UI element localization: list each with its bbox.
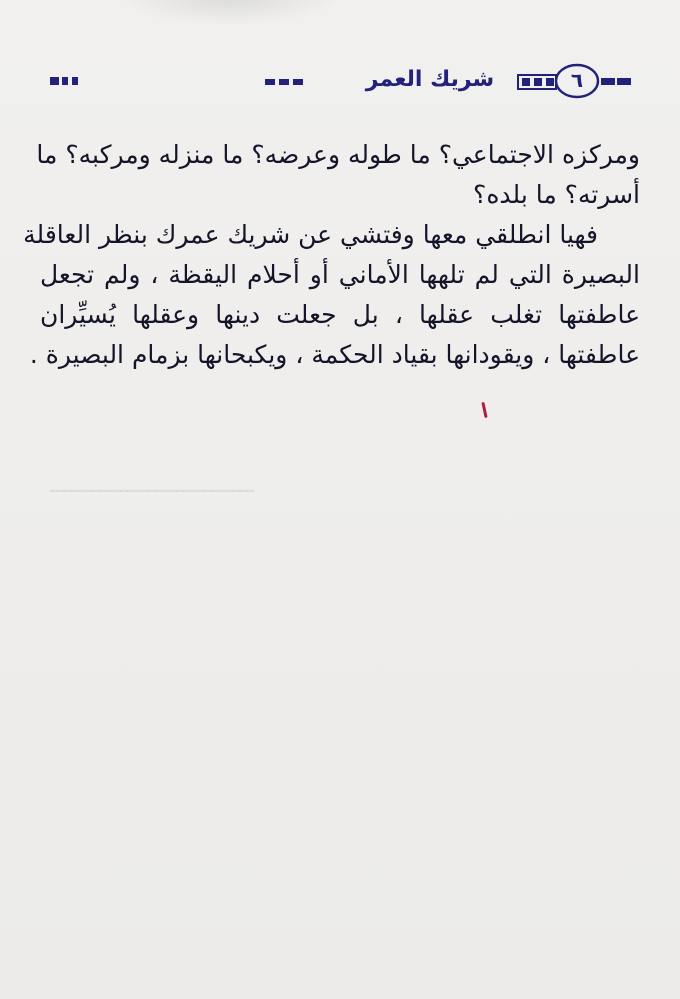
bleed-through-text: ـــــــــــــــــــــــــــــ <box>50 470 254 498</box>
text-line: عاطفتها ، ويقودانها بقياد الحكمة ، ويكبحانها بزمام البصيرة . <box>29 340 640 369</box>
text-line: عاطفتها تغلب عقلها ، بل جعلت دينها وعقلها يُسيِّران <box>40 300 640 329</box>
text-line: ومركزه الاجتماعي؟ ما طوله وعرضه؟ ما منزله ومركبه؟ ما <box>36 140 640 169</box>
page-number: ٦ <box>570 68 584 92</box>
ink-mark <box>481 402 487 418</box>
text-line: فهيا انطلقي معها وفتشي عن شريك عمرك بنظر العاقلة <box>23 220 598 249</box>
page-smudge <box>120 0 340 25</box>
body-text <box>23 135 640 375</box>
text-line: أسرته؟ ما بلده؟ <box>473 180 640 209</box>
text-line: البصيرة التي لم تلهها الأماني أو أحلام اليقظة ، ولم تجعل <box>40 260 640 289</box>
running-title: شريك العمر <box>365 67 495 92</box>
